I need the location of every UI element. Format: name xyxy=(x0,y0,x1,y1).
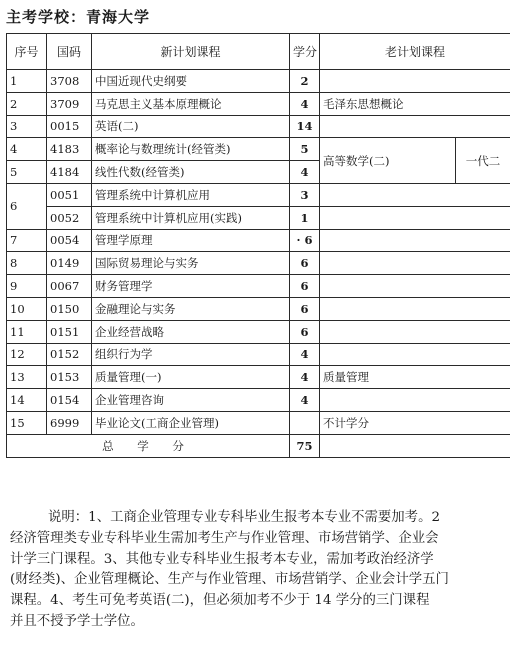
table-row xyxy=(7,229,510,252)
row-seq: 15 xyxy=(7,411,47,434)
row-course: 质量管理(一) xyxy=(92,366,290,389)
row-seq: 1 xyxy=(7,70,47,93)
row-course: 组织行为学 xyxy=(92,343,290,366)
row-code: 4184 xyxy=(47,161,92,184)
total-value: 75 xyxy=(290,434,320,457)
note-line: 经济管理类专业专科毕业生需加考生产与作业管理、市场营销学、企业会 xyxy=(10,530,439,546)
row-code: 0153 xyxy=(47,366,92,389)
row-code: 0151 xyxy=(47,320,92,343)
table-row xyxy=(7,252,510,275)
row-old-course xyxy=(320,70,510,93)
row-code: 0067 xyxy=(47,275,92,298)
row-credit: 6 xyxy=(290,297,320,320)
row-seq: 12 xyxy=(7,343,47,366)
table-row xyxy=(7,389,510,412)
old-course-math-right: 一代二 xyxy=(456,138,510,184)
row-credit: 4 xyxy=(290,366,320,389)
table-row xyxy=(7,411,510,434)
row-credit: 4 xyxy=(290,343,320,366)
row-code: 3709 xyxy=(47,92,92,115)
table-row xyxy=(7,206,510,229)
table-row xyxy=(7,70,510,93)
row-old-course xyxy=(320,206,510,229)
header-new-course: 新计划课程 xyxy=(92,34,290,70)
header-credit: 学分 xyxy=(290,34,320,70)
row-code: 0149 xyxy=(47,252,92,275)
row-old-course xyxy=(320,389,510,412)
note-line: 并且不授予学士学位。 xyxy=(10,613,144,629)
old-course-math: 高等数学(二) xyxy=(320,138,456,184)
row-credit: 6 xyxy=(290,275,320,298)
row-old-course: 质量管理 xyxy=(320,366,510,389)
row-old-course xyxy=(320,229,510,252)
row-seq: 2 xyxy=(7,92,47,115)
row-old-course xyxy=(320,275,510,298)
row-course: 英语(二) xyxy=(92,115,290,138)
row-credit: 2 xyxy=(290,70,320,93)
row-credit: 5 xyxy=(290,138,320,161)
course-plan-table xyxy=(6,33,510,458)
table-row xyxy=(7,275,510,298)
row-seq: 10 xyxy=(7,297,47,320)
row-course: 管理系统中计算机应用(实践) xyxy=(92,206,290,229)
table-row xyxy=(7,343,510,366)
row-course: 国际贸易理论与实务 xyxy=(92,252,290,275)
header-code: 国码 xyxy=(47,34,92,70)
header-old-course: 老计划课程 xyxy=(320,34,510,70)
row-credit: 6 xyxy=(290,320,320,343)
note-line: (财经类)、企业管理概论、生产与作业管理、市场营销学、企业会计学五门 xyxy=(10,572,449,588)
note-line: 计学三门课程。3、其他专业专科毕业生报考本专业，需加考政治经济学 xyxy=(10,551,434,567)
row-seq: 14 xyxy=(7,389,47,412)
row-credit: 4 xyxy=(290,161,320,184)
table-row xyxy=(7,138,510,161)
row-credit: · 6 xyxy=(290,229,320,252)
row-credit: 14 xyxy=(290,115,320,138)
table-row xyxy=(7,366,510,389)
table-header-row xyxy=(7,34,510,70)
row-old-course xyxy=(320,183,510,206)
table-row xyxy=(7,115,510,138)
row-code: 0152 xyxy=(47,343,92,366)
row-old-course xyxy=(320,320,510,343)
row-credit: 4 xyxy=(290,389,320,412)
row-code: 0051 xyxy=(47,183,92,206)
total-row xyxy=(7,434,510,457)
note-line: 说明：1、工商企业管理专业专科毕业生报考本专业不需要加考。2 xyxy=(48,510,440,525)
row-seq: 3 xyxy=(7,115,47,138)
note-line: 课程。4、考生可免考英语(二)，但必须加考不少于 14 学分的三门课程 xyxy=(10,593,430,609)
row-seq: 6 xyxy=(7,183,47,229)
row-code: 6999 xyxy=(47,411,92,434)
row-credit xyxy=(290,411,320,434)
table-row xyxy=(7,297,510,320)
notes xyxy=(10,508,510,633)
row-course: 线性代数(经管类) xyxy=(92,161,290,184)
row-old-course xyxy=(320,343,510,366)
row-course: 金融理论与实务 xyxy=(92,297,290,320)
row-code: 0052 xyxy=(47,206,92,229)
row-old-course xyxy=(320,297,510,320)
row-seq: 4 xyxy=(7,138,47,161)
total-label: 总 学 分 xyxy=(7,434,290,457)
row-code: 0054 xyxy=(47,229,92,252)
table-row xyxy=(7,92,510,115)
row-code: 0150 xyxy=(47,297,92,320)
row-seq: 9 xyxy=(7,275,47,298)
row-course: 管理学原理 xyxy=(92,229,290,252)
row-credit: 3 xyxy=(290,183,320,206)
row-course: 概率论与数理统计(经管类) xyxy=(92,138,290,161)
row-old-course xyxy=(320,115,510,138)
row-credit: 6 xyxy=(290,252,320,275)
row-code: 4183 xyxy=(47,138,92,161)
row-course: 企业管理咨询 xyxy=(92,389,290,412)
table-row xyxy=(7,320,510,343)
row-code: 0154 xyxy=(47,389,92,412)
row-seq: 7 xyxy=(7,229,47,252)
page-title: 主考学校：青海大学 xyxy=(6,8,151,26)
row-course: 财务管理学 xyxy=(92,275,290,298)
row-old-course xyxy=(320,252,510,275)
row-course: 毕业论文(工商企业管理) xyxy=(92,411,290,434)
row-credit: 1 xyxy=(290,206,320,229)
row-code: 3708 xyxy=(47,70,92,93)
row-old-course: 毛泽东思想概论 xyxy=(320,92,510,115)
row-course: 马克思主义基本原理概论 xyxy=(92,92,290,115)
header-seq: 序号 xyxy=(7,34,47,70)
row-seq: 5 xyxy=(7,161,47,184)
row-course: 中国近现代史纲要 xyxy=(92,70,290,93)
row-seq: 11 xyxy=(7,320,47,343)
row-old-course: 不计学分 xyxy=(320,411,510,434)
row-seq: 13 xyxy=(7,366,47,389)
total-old-course xyxy=(320,434,510,457)
table-row xyxy=(7,183,510,206)
row-seq: 8 xyxy=(7,252,47,275)
row-course: 企业经营战略 xyxy=(92,320,290,343)
row-credit: 4 xyxy=(290,92,320,115)
row-course: 管理系统中计算机应用 xyxy=(92,183,290,206)
row-code: 0015 xyxy=(47,115,92,138)
